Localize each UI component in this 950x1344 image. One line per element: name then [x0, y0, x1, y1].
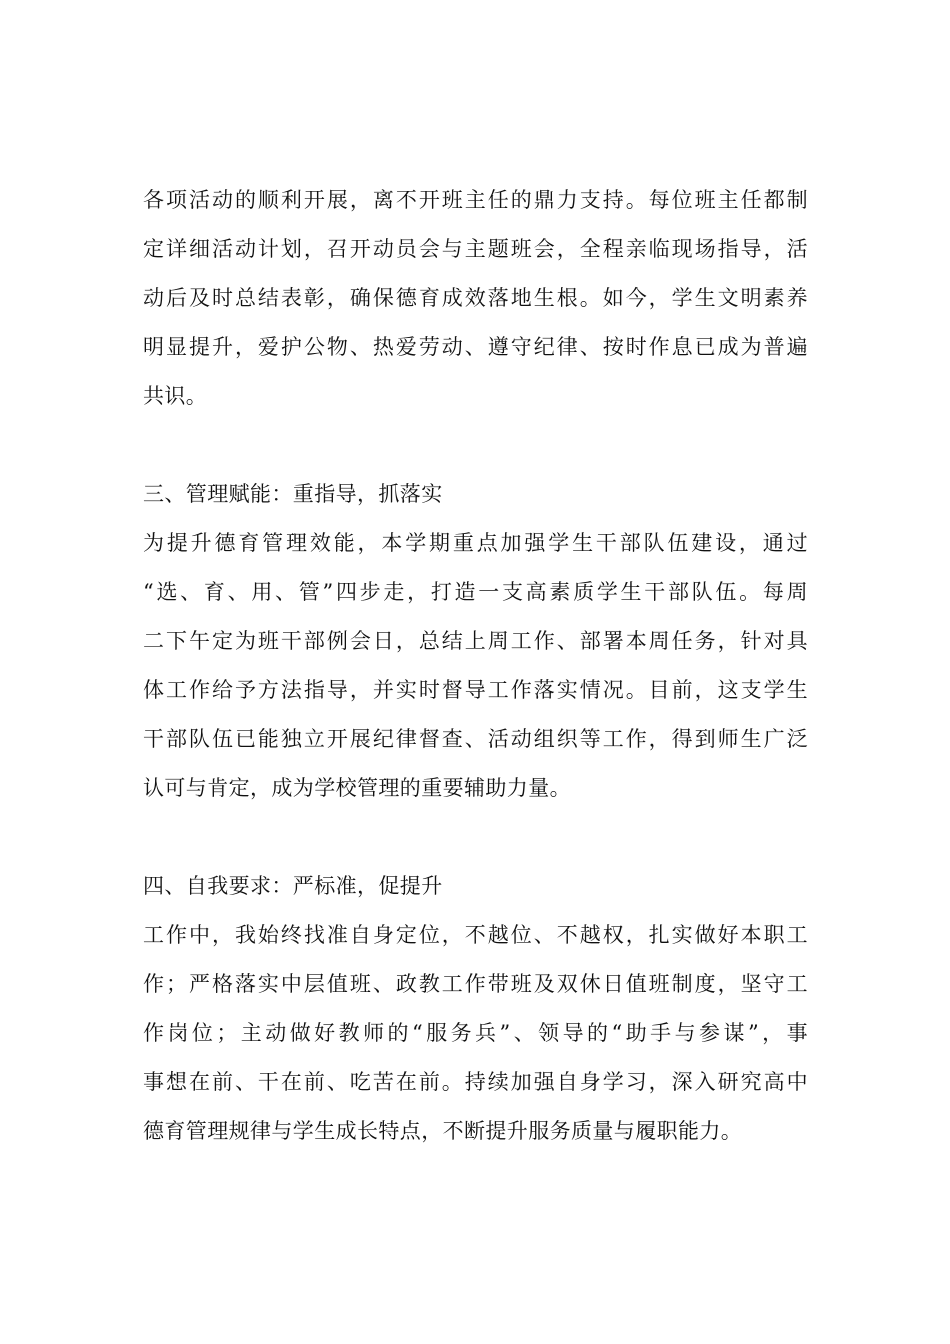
- paragraph-line: 共识。: [143, 384, 208, 408]
- paragraph-line: 定详细活动计划，召开动员会与主题班会，全程亲临现场指导，活: [143, 237, 808, 261]
- paragraph-line: 各项活动的顺利开展，离不开班主任的鼎力支持。每位班主任都制: [143, 188, 808, 212]
- document-page: [143, 176, 808, 1156]
- paragraph-line: “选、育、用、管”四步走，打造一支高素质学生干部队伍。每周: [143, 580, 808, 604]
- section-3: [143, 470, 808, 813]
- paragraph-line: 动后及时总结表彰，确保德育成效落地生根。如今，学生文明素养: [143, 286, 808, 310]
- paragraph-line: 作；严格落实中层值班、政教工作带班及双休日值班制度，坚守工: [143, 972, 808, 996]
- paragraph-line: 德育管理规律与学生成长特点，不断提升服务质量与履职能力。: [143, 1119, 743, 1143]
- paragraph-gap: [143, 421, 808, 470]
- paragraph-line: 事想在前、干在前、吃苦在前。持续加强自身学习，深入研究高中: [143, 1070, 808, 1094]
- paragraph-line: 为提升德育管理效能，本学期重点加强学生干部队伍建设，通过: [143, 531, 808, 555]
- section-heading: 四、自我要求：严标准，促提升: [143, 874, 443, 898]
- section-4: [143, 862, 808, 1156]
- paragraph-line: 二下午定为班干部例会日，总结上周工作、部署本周任务，针对具: [143, 629, 808, 653]
- section-heading: 三、管理赋能：重指导，抓落实: [143, 482, 443, 506]
- section-2-continuation: [143, 176, 808, 421]
- paragraph-line: 作岗位；主动做好教师的“服务兵”、领导的“助手与参谋”，事: [143, 1021, 808, 1045]
- paragraph-line: 干部队伍已能独立开展纪律督查、活动组织等工作，得到师生广泛: [143, 727, 808, 751]
- paragraph-gap: [143, 813, 808, 862]
- paragraph-line: 认可与肯定，成为学校管理的重要辅助力量。: [143, 776, 571, 800]
- paragraph-line: 工作中，我始终找准自身定位，不越位、不越权，扎实做好本职工: [143, 923, 808, 947]
- paragraph-line: 明显提升，爱护公物、热爱劳动、遵守纪律、按时作息已成为普遍: [143, 335, 808, 359]
- paragraph-line: 体工作给予方法指导，并实时督导工作落实情况。目前，这支学生: [143, 678, 808, 702]
